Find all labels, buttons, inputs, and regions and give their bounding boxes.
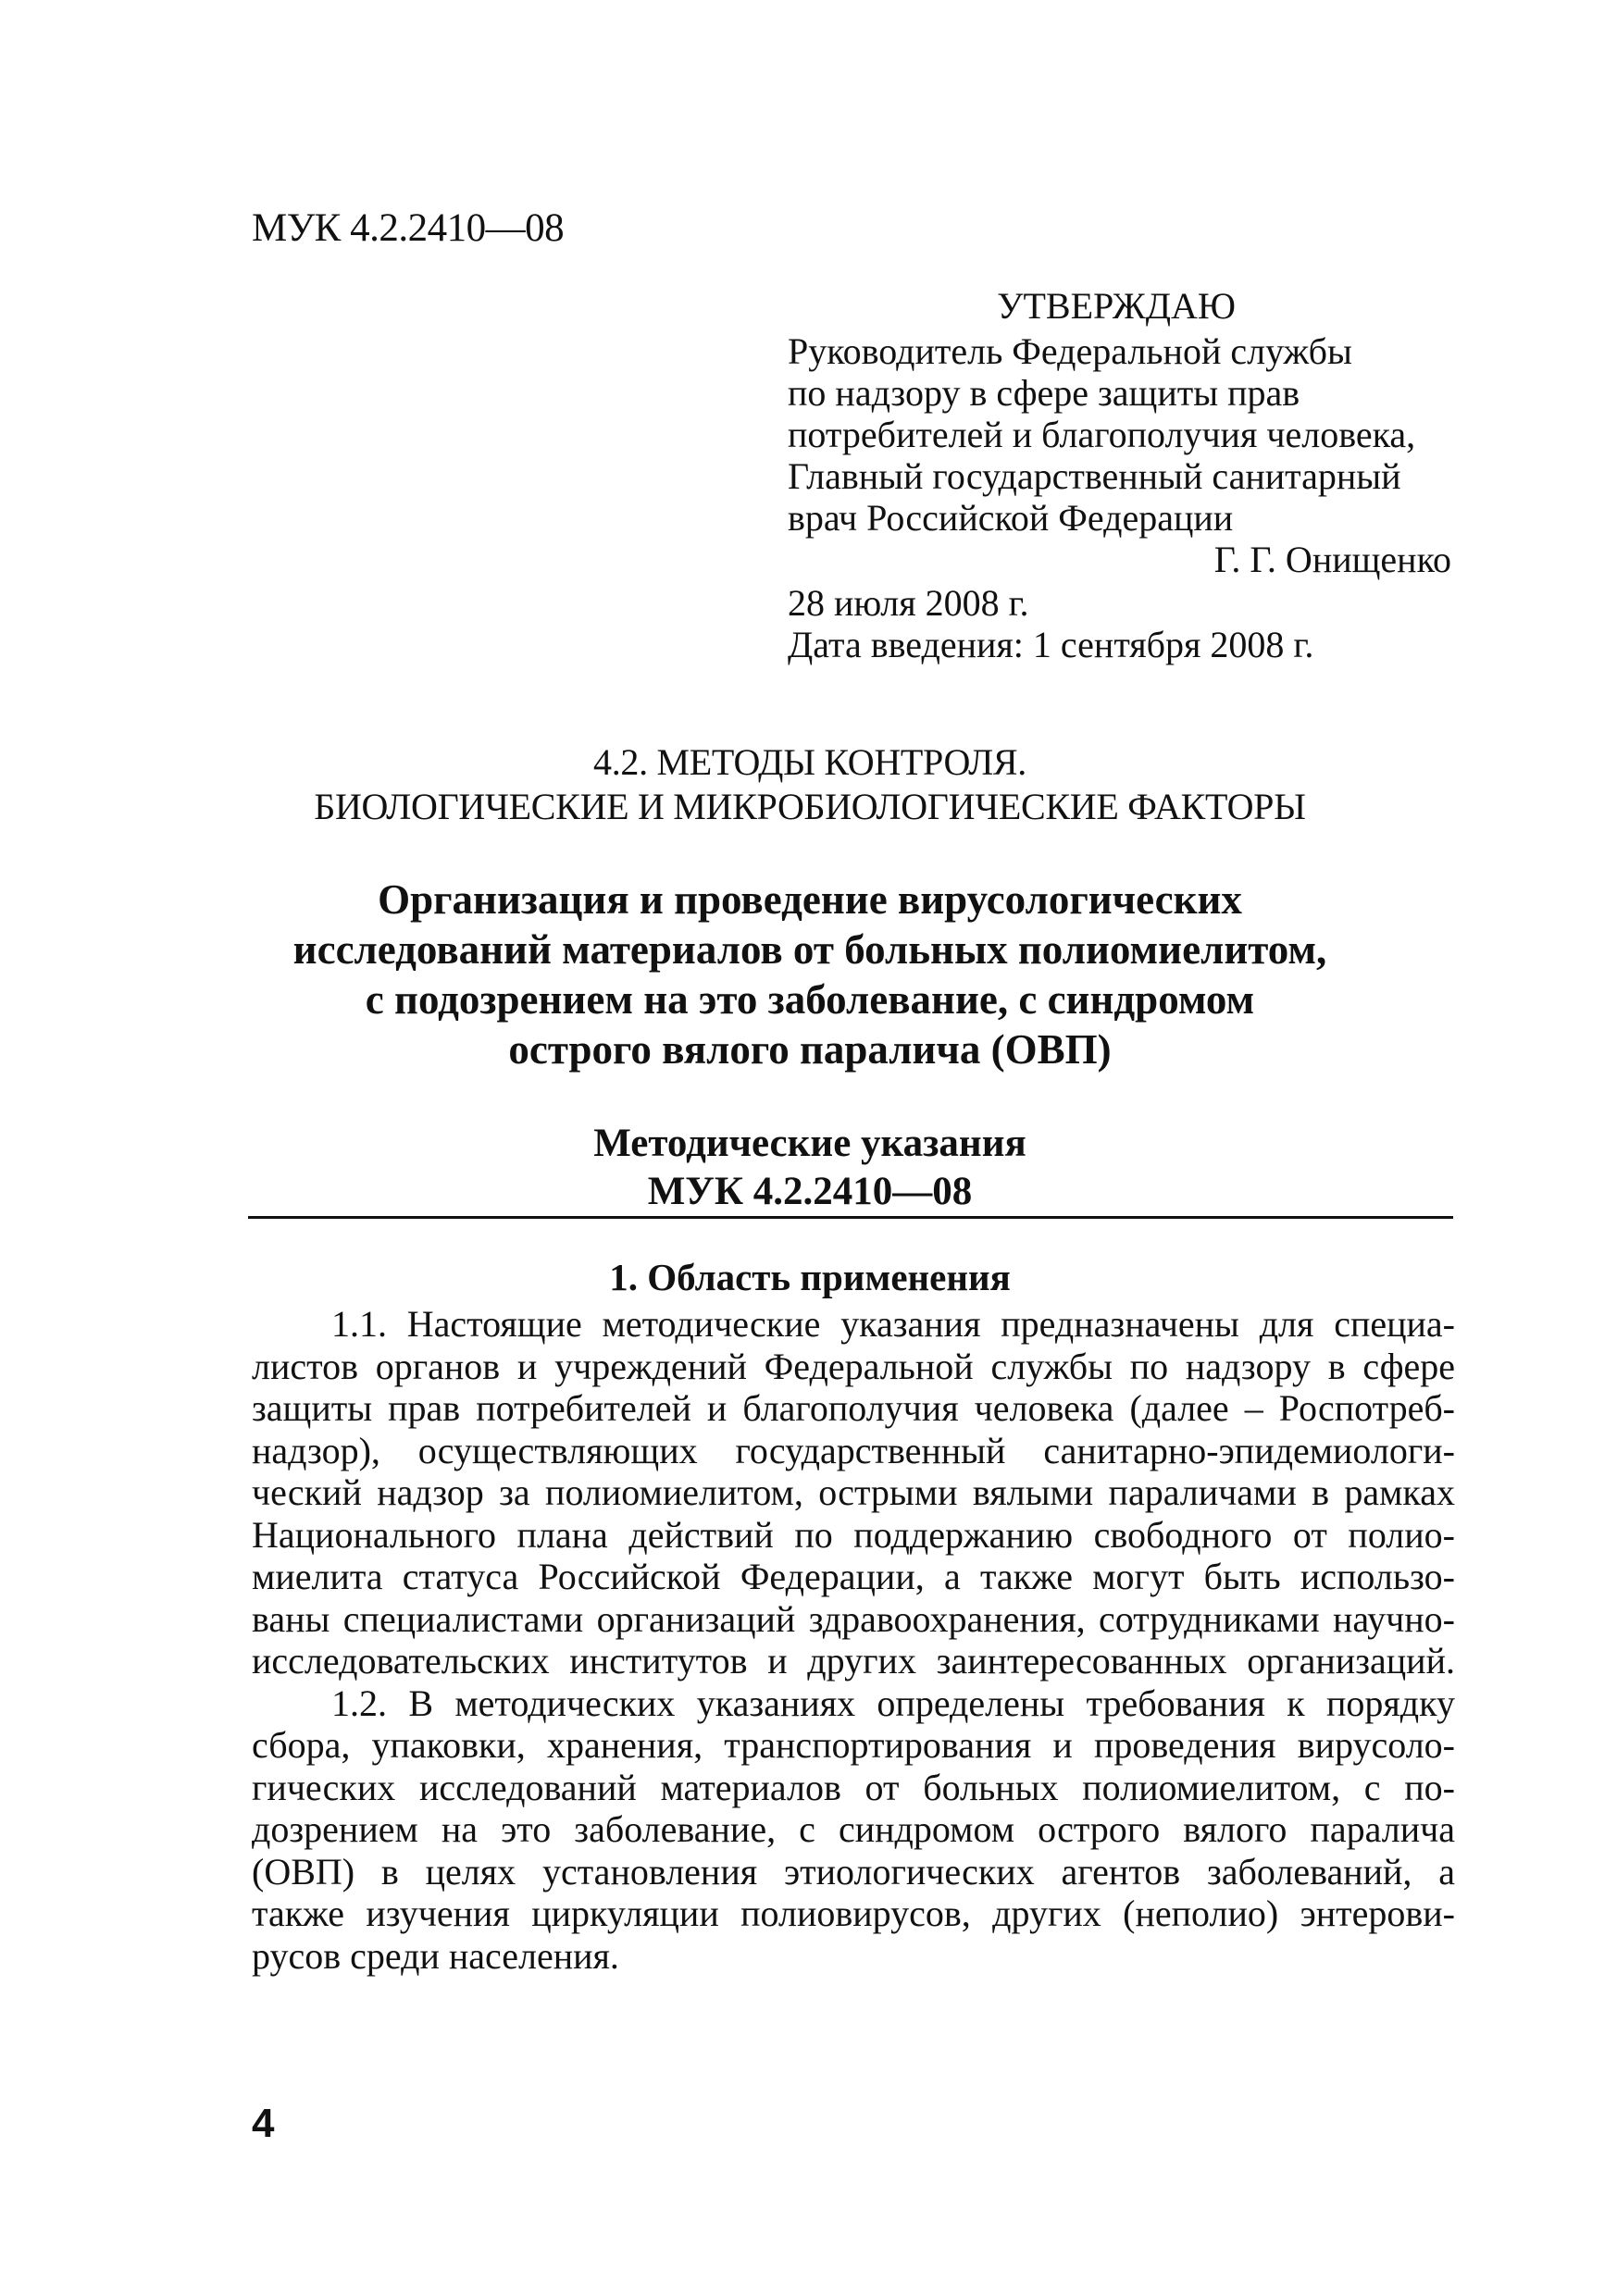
approval-line: Главный государственный санитарный: [788, 455, 1401, 497]
text-line: защиты прав потребителей и благополучия человека (далее – Роспотреб-: [252, 1387, 1455, 1429]
document-title-line: исследований материалов от больных полиомиелитом,: [292, 926, 1327, 973]
text-line: 1.2. В методических указаниях определены требования к порядку: [331, 1682, 1455, 1724]
document-title-line: Организация и проведение вирусологических: [378, 876, 1242, 923]
approval-line: потребителей и благополучия человека,: [788, 414, 1416, 455]
effective-date: Дата введения: 1 сентября 2008 г.: [788, 624, 1314, 665]
page-number: 4: [252, 2101, 275, 2146]
section-heading-line: БИОЛОГИЧЕСКИЕ И МИКРОБИОЛОГИЧЕСКИЕ ФАКТОРЫ: [314, 786, 1306, 827]
text-line: ческий надзор за полиомиелитом, острыми вялыми параличами в рамках: [252, 1471, 1455, 1513]
approval-date: 28 июля 2008 г.: [788, 582, 1029, 624]
approval-block: [788, 285, 1454, 665]
section-heading: [231, 740, 1388, 829]
text-line: (ОВП) в целях установления этиологических агентов заболеваний, а: [252, 1850, 1455, 1893]
approval-heading: УТВЕРЖДАЮ: [997, 285, 1236, 327]
text-line: русов среди населения.: [252, 1934, 619, 1977]
text-line: дозрением на это заболевание, с синдромом острого вялого паралича: [252, 1808, 1455, 1850]
approval-signer: Г. Г. Онищенко: [1213, 539, 1451, 580]
document-type-label: Методические указания: [593, 1122, 1026, 1165]
document-type: [231, 1120, 1388, 1216]
text-line: листов органов и учреждений Федеральной службы по надзору в сфере: [252, 1345, 1455, 1387]
text-line: гических исследований материалов от больных полиомиелитом, с по-: [252, 1766, 1455, 1808]
text-line: Национального плана действий по поддержанию свободного от полио-: [252, 1513, 1455, 1556]
approval-line: Руководитель Федеральной службы: [788, 330, 1352, 372]
approval-line: врач Российской Федерации: [788, 497, 1234, 539]
approval-line: по надзору в сфере защиты прав: [788, 372, 1300, 414]
document-type-code: МУК 4.2.2410—08: [647, 1170, 973, 1213]
text-line: ваны специалистами организаций здравоохранения, сотрудниками научно-: [252, 1597, 1455, 1640]
chapter-heading: 1. Область применения: [609, 1256, 1011, 1298]
body-text: [252, 1303, 1455, 1977]
text-line: миелита статуса Российской Федерации, а также могут быть использо-: [252, 1556, 1455, 1597]
document-title-line: острого вялого паралича (ОВП): [508, 1026, 1112, 1073]
text-line: исследовательских институтов и других заинтересованных организаций.: [252, 1640, 1455, 1682]
text-line: также изучения циркуляции полиовирусов, других (неполио) энтерови-: [252, 1893, 1455, 1934]
paragraph-1-1: [252, 1303, 1455, 1682]
text-line: надзор), осуществляющих государственный санитарно-эпидемиологи-: [252, 1429, 1455, 1471]
document-title: [231, 875, 1388, 1074]
text-line: 1.1. Настоящие методические указания предназначены для специа-: [331, 1303, 1455, 1345]
paragraph-1-2: [252, 1682, 1455, 1978]
section-heading-line: 4.2. МЕТОДЫ КОНТРОЛЯ.: [593, 741, 1026, 783]
horizontal-divider: [248, 1216, 1453, 1219]
document-code-header: МУК 4.2.2410—08: [252, 206, 565, 250]
text-line: сбора, упаковки, хранения, транспортирования и проведения вирусоло-: [252, 1724, 1455, 1766]
document-title-line: с подозрением на это заболевание, с синдромом: [365, 976, 1255, 1023]
